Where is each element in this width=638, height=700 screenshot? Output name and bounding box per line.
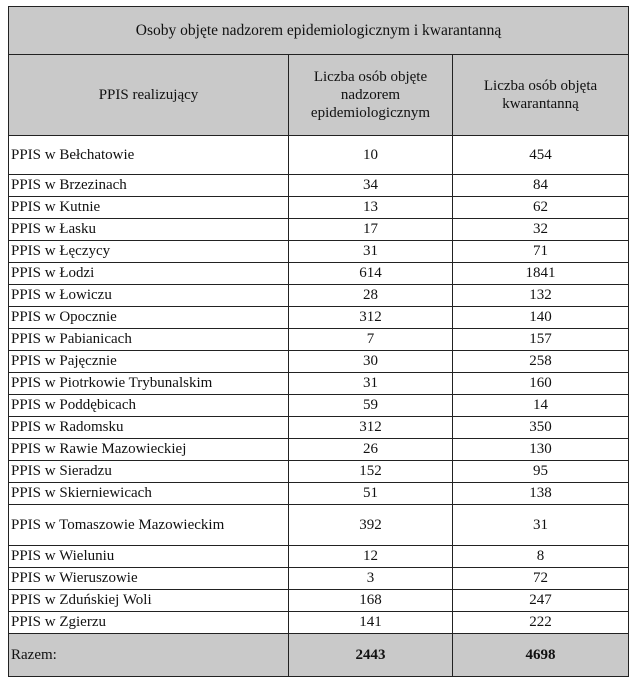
nadzor-count-cell: 59: [289, 395, 453, 417]
kwarantanna-count-cell: 8: [453, 546, 629, 568]
header-kwarantanna: Liczba osób objęta kwarantanną: [453, 55, 629, 136]
nadzor-count-cell: 12: [289, 546, 453, 568]
ppis-name-cell: PPIS w Piotrkowie Trybunalskim: [9, 373, 289, 395]
kwarantanna-count-cell: 454: [453, 136, 629, 175]
total-nadzor: 2443: [289, 634, 453, 677]
kwarantanna-count-cell: 32: [453, 219, 629, 241]
kwarantanna-count-cell: 72: [453, 568, 629, 590]
ppis-name-cell: PPIS w Pajęcznie: [9, 351, 289, 373]
ppis-name-cell: PPIS w Łowiczu: [9, 285, 289, 307]
table-row: [9, 505, 629, 546]
kwarantanna-count-cell: 247: [453, 590, 629, 612]
kwarantanna-count-cell: 138: [453, 483, 629, 505]
table-title-row: [9, 7, 629, 55]
table-row: [9, 263, 629, 285]
ppis-name-cell: PPIS w Sieradzu: [9, 461, 289, 483]
table-row: [9, 285, 629, 307]
table-row: [9, 439, 629, 461]
table-row: [9, 307, 629, 329]
nadzor-count-cell: 10: [289, 136, 453, 175]
table-row: [9, 329, 629, 351]
kwarantanna-count-cell: 140: [453, 307, 629, 329]
kwarantanna-count-cell: 130: [453, 439, 629, 461]
nadzor-count-cell: 392: [289, 505, 453, 546]
table-row: [9, 590, 629, 612]
kwarantanna-count-cell: 258: [453, 351, 629, 373]
total-label: Razem:: [9, 634, 289, 677]
table-row: [9, 136, 629, 175]
ppis-name-cell: PPIS w Opocznie: [9, 307, 289, 329]
nadzor-count-cell: 26: [289, 439, 453, 461]
nadzor-count-cell: 141: [289, 612, 453, 634]
table-body: [9, 136, 629, 634]
nadzor-count-cell: 3: [289, 568, 453, 590]
nadzor-count-cell: 17: [289, 219, 453, 241]
ppis-name-cell: PPIS w Bełchatowie: [9, 136, 289, 175]
table-row: [9, 417, 629, 439]
kwarantanna-count-cell: 157: [453, 329, 629, 351]
table-row: [9, 373, 629, 395]
table-row: [9, 351, 629, 373]
ppis-name-cell: PPIS w Łodzi: [9, 263, 289, 285]
kwarantanna-count-cell: 62: [453, 197, 629, 219]
ppis-name-cell: PPIS w Tomaszowie Mazowieckim: [9, 505, 289, 546]
total-kwarantanna: 4698: [453, 634, 629, 677]
ppis-name-cell: PPIS w Brzezinach: [9, 175, 289, 197]
ppis-name-cell: PPIS w Poddębicach: [9, 395, 289, 417]
table-row: [9, 546, 629, 568]
nadzor-count-cell: 312: [289, 417, 453, 439]
kwarantanna-count-cell: 71: [453, 241, 629, 263]
ppis-name-cell: PPIS w Skierniewicach: [9, 483, 289, 505]
nadzor-count-cell: 28: [289, 285, 453, 307]
table-row: [9, 241, 629, 263]
table-row: [9, 175, 629, 197]
nadzor-count-cell: 168: [289, 590, 453, 612]
ppis-name-cell: PPIS w Radomsku: [9, 417, 289, 439]
kwarantanna-count-cell: 132: [453, 285, 629, 307]
table-row: [9, 219, 629, 241]
table-row: [9, 568, 629, 590]
kwarantanna-count-cell: 14: [453, 395, 629, 417]
nadzor-count-cell: 31: [289, 373, 453, 395]
ppis-name-cell: PPIS w Zduńskiej Woli: [9, 590, 289, 612]
nadzor-count-cell: 614: [289, 263, 453, 285]
kwarantanna-count-cell: 222: [453, 612, 629, 634]
ppis-name-cell: PPIS w Łęczycy: [9, 241, 289, 263]
ppis-name-cell: PPIS w Pabianicach: [9, 329, 289, 351]
kwarantanna-count-cell: 160: [453, 373, 629, 395]
table-row: [9, 483, 629, 505]
nadzor-count-cell: 312: [289, 307, 453, 329]
nadzor-count-cell: 34: [289, 175, 453, 197]
kwarantanna-count-cell: 84: [453, 175, 629, 197]
table-header-row: [9, 55, 629, 136]
header-nadzor: Liczba osób objęte nadzorem epidemiologicznym: [289, 55, 453, 136]
header-ppis: PPIS realizujący: [9, 55, 289, 136]
ppis-name-cell: PPIS w Wieruszowie: [9, 568, 289, 590]
table-row: [9, 461, 629, 483]
nadzor-count-cell: 13: [289, 197, 453, 219]
ppis-name-cell: PPIS w Łasku: [9, 219, 289, 241]
table-row: [9, 395, 629, 417]
quarantine-table: [8, 6, 629, 677]
nadzor-count-cell: 31: [289, 241, 453, 263]
nadzor-count-cell: 30: [289, 351, 453, 373]
nadzor-count-cell: 152: [289, 461, 453, 483]
total-row: [9, 634, 629, 677]
nadzor-count-cell: 51: [289, 483, 453, 505]
ppis-name-cell: PPIS w Rawie Mazowieckiej: [9, 439, 289, 461]
kwarantanna-count-cell: 1841: [453, 263, 629, 285]
kwarantanna-count-cell: 31: [453, 505, 629, 546]
table-row: [9, 197, 629, 219]
table-row: [9, 612, 629, 634]
kwarantanna-count-cell: 95: [453, 461, 629, 483]
table-title: Osoby objęte nadzorem epidemiologicznym i kwarantanną: [9, 7, 629, 55]
kwarantanna-count-cell: 350: [453, 417, 629, 439]
ppis-name-cell: PPIS w Zgierzu: [9, 612, 289, 634]
ppis-name-cell: PPIS w Wieluniu: [9, 546, 289, 568]
nadzor-count-cell: 7: [289, 329, 453, 351]
ppis-name-cell: PPIS w Kutnie: [9, 197, 289, 219]
